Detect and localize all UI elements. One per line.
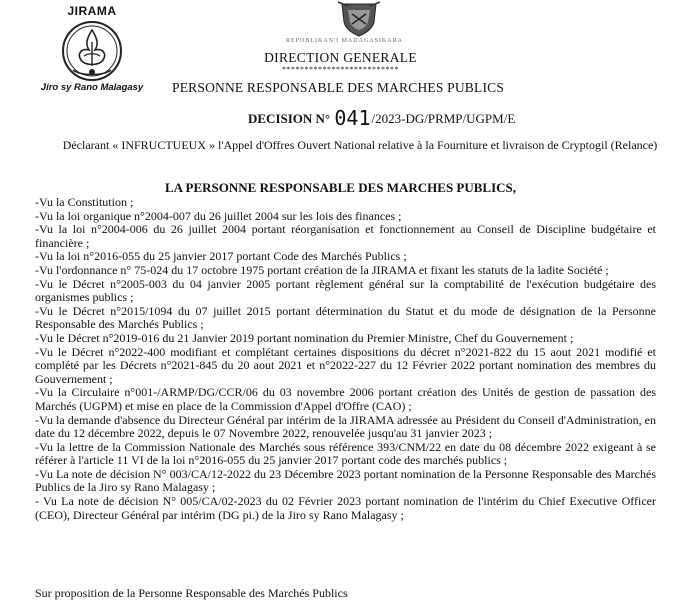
decision-suffix: /2023-DG/PRMP/UGPM/E [371, 111, 516, 126]
decision-prefix: DECISION N° [248, 111, 331, 126]
visa-item: -Vu la demande d'absence du Directeur Général par intérim de la JIRAMA adressée au Président du Conseil d'Administration, en date du 12 décembre 2022, depuis le 07 Novembre 2022, renouvelée jusqu'au 31 janvier 2023 ; [35, 412, 656, 441]
visas-list [35, 196, 656, 522]
visa-item: -Vu l'ordonnance n° 75-024 du 17 octobre 1975 portant création de la JIRAMA et fixant les statuts de la ladite Société ; [35, 262, 609, 277]
republic-text: REPOBLIKAN'I MADAGASIKARA [286, 38, 403, 44]
visa-item: -Vu la Constitution ; [35, 195, 134, 209]
visa-item: -Vu le Décret n°2005-003 du 04 janvier 2005 portant règlement général sur la comptabilité de l'exécution budgétaire des organismes publics ; [35, 276, 656, 305]
visa-item: -Vu la loi organique n°2004-007 du 26 juillet 2004 sur les lois des finances ; [35, 208, 402, 223]
decision-number [248, 106, 515, 130]
stars-separator: ************************** [282, 65, 399, 74]
direction-generale-heading: DIRECTION GENERALE [264, 50, 417, 65]
visa-item: -Vu le Décret n°2019-016 du 21 Janvier 2019 portant nomination du Premier Ministre, Chef du Gouvernement ; [35, 330, 574, 345]
visa-item: -Vu la loi n°2016-055 du 25 janvier 2017 portant Code des Marchés Publics ; [35, 249, 407, 264]
authority-heading: PERSONNE RESPONSABLE DES MARCHES PUBLICS [172, 80, 505, 95]
visa-item: -Vu le Décret n°2022-400 modifiant et complétant certaines dispositions du décret n°2021-822 du 15 aout 2021 modifié et complété par les Décrets n°2021-845 du 20 aout 2021 et n°2022-227 du 12 Février 2022 portant nomination des membres du Gouvernement ; [35, 344, 656, 386]
logo-title: JIRAMA [67, 4, 117, 18]
decision-handwritten-number: 041 [334, 106, 371, 130]
visa-item: -Vu le Décret n°2015/1094 du 07 juillet 2015 portant détermination du Statut et du mode de désignation de la Personne Responsable des Marchés Publics ; [35, 303, 656, 332]
proposal-line: Sur proposition de la Personne Responsable des Marchés Publics [35, 586, 348, 600]
authority-title: LA PERSONNE RESPONSABLE DES MARCHES PUBLICS, [164, 180, 517, 195]
visa-item: -Vu la Circulaire n°001-/ARMP/DG/CCR/06 du 03 novembre 2006 portant création des Unités de gestion de passation des Marchés (UGPM) et mise en place de la Commission d'Appel d'Offre (CAO) ; [35, 385, 656, 413]
logo-subtitle: Jiro sy Rano Malagasy [40, 82, 144, 93]
visa-item: -Vu la lettre de la Commission Nationale des Marchés sous référence 393/CNM/22 en date du 08 décembre 2022 exigeant à se référer à l'article 11 VI de la loi n°2016-055 du 25 janvier 2017 portant code des marchés publics ; [35, 439, 656, 468]
declarant-subject: Déclarant « INFRUCTUEUX » l'Appel d'Offres Ouvert National relative à la Fourniture et livraison de Cryptogil (Relance) [62, 138, 658, 152]
visa-item: -Vu La note de décision N° 003/CA/12-2022 du 23 Décembre 2023 portant nomination de la Personne Responsable des Marchés Publics de la Jiro sy Rano Malagasy ; [35, 466, 656, 495]
visa-item: -Vu la loi n°2004-006 du 26 juillet 2004 portant réorganisation et fonctionnement au Conseil de Discipline budgétaire et financière ; [35, 222, 656, 250]
madagascar-seal-icon [336, 0, 382, 38]
visa-item: - Vu La note de décision N° 005/CA/02-2023 du 02 Février 2023 portant nomination de l'intérim du Chief Executive Officer (CEO), Directeur Général par intérim (DG pi.) de la Jiro sy Rano Malagasy ; [35, 494, 656, 522]
